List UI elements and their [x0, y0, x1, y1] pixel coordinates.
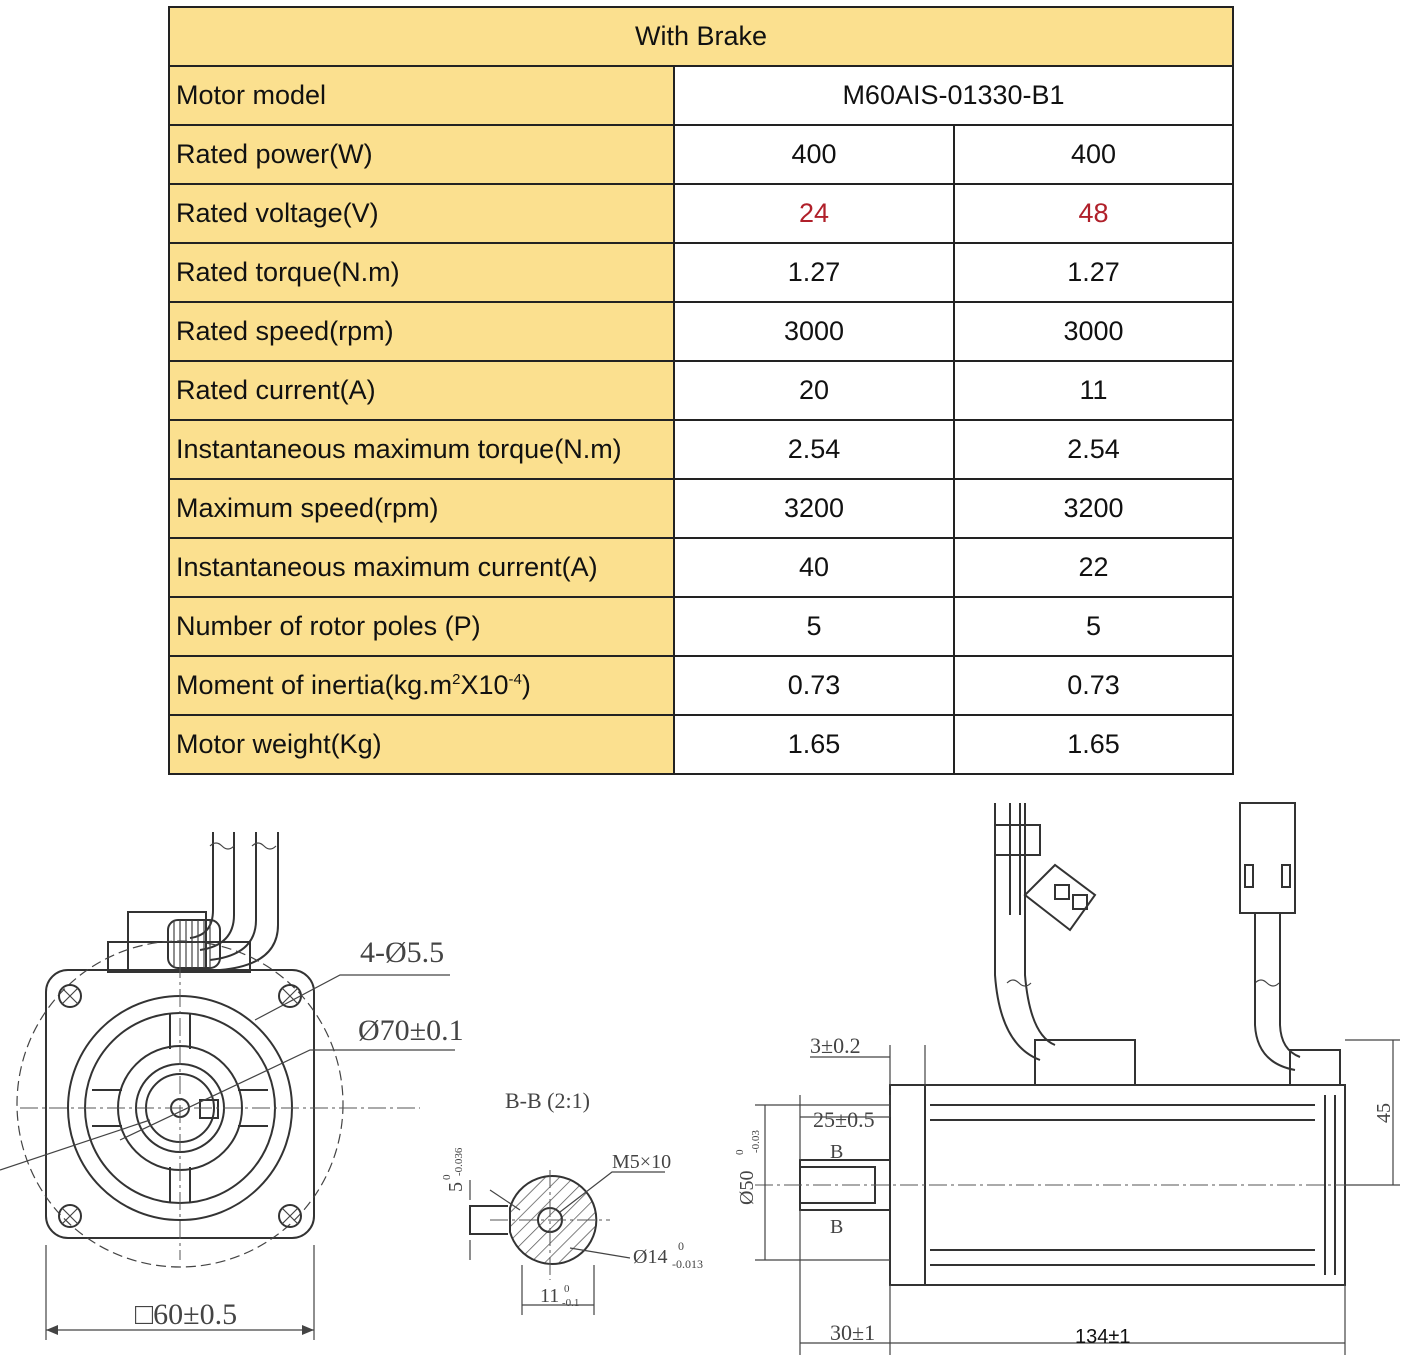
value-24v: 5: [674, 597, 954, 656]
row-label: Rated power(W): [169, 125, 674, 184]
value-24v: 20: [674, 361, 954, 420]
row-label: Number of rotor poles (P): [169, 597, 674, 656]
value-48v: 0.73: [954, 656, 1233, 715]
section-mark-top: B: [830, 1141, 844, 1163]
value-48v: 3000: [954, 302, 1233, 361]
row-label: Instantaneous maximum torque(N.m): [169, 420, 674, 479]
table-row: [169, 243, 1233, 302]
pilot-tol-lower: -0.03: [750, 1130, 762, 1153]
pin: [1073, 895, 1087, 909]
cable-line: [995, 803, 1040, 1060]
table-row: [169, 66, 1233, 125]
key-tol-lower: -0.036: [453, 1147, 465, 1176]
front-view-drawing: [0, 820, 470, 1358]
break-mark: [1007, 980, 1279, 986]
value-48v: 11: [954, 361, 1233, 420]
table-row: [169, 656, 1233, 715]
row-label: [169, 656, 674, 715]
section-view-drawing: [430, 1080, 730, 1320]
inertia-label-sup2: -4: [508, 671, 522, 688]
table-row: [169, 597, 1233, 656]
pcd-leader: [120, 1050, 455, 1140]
value-48v: 2.54: [954, 420, 1233, 479]
row-label: Rated voltage(V): [169, 184, 674, 243]
flat-tol-upper: 0: [564, 1283, 570, 1295]
pin: [1055, 885, 1069, 899]
row-label: Motor model: [169, 66, 674, 125]
front-length-text: 30±1: [830, 1320, 876, 1345]
value-48v: 1.65: [954, 715, 1233, 774]
key-tol-upper: 0: [441, 1174, 453, 1180]
value-24v: 400: [674, 125, 954, 184]
power-connector: [1035, 1040, 1135, 1085]
pilot-tol-upper: 0: [734, 1149, 746, 1155]
row-label: Rated torque(N.m): [169, 243, 674, 302]
table-row: [169, 479, 1233, 538]
table-row: [169, 184, 1233, 243]
flat-tol-lower: -0.1: [562, 1297, 580, 1309]
table-title-row: [169, 7, 1233, 66]
height-dim-text: 45: [1373, 1103, 1395, 1123]
section-title: B-B (2:1): [505, 1088, 590, 1113]
value-24v: 1.65: [674, 715, 954, 774]
shaft-tol-upper: 0: [678, 1239, 684, 1253]
row-label: Maximum speed(rpm): [169, 479, 674, 538]
width-dim-text: □60±0.5: [135, 1298, 238, 1331]
model-value: M60AIS-01330-B1: [674, 66, 1233, 125]
brake-connector: [1025, 865, 1095, 930]
flat-dim-text: 11: [540, 1285, 560, 1307]
key-dim-text: 5: [445, 1182, 467, 1192]
table-title: With Brake: [169, 7, 1233, 66]
break-mark: [210, 843, 276, 849]
table-row: [169, 361, 1233, 420]
cable-wires: [1010, 803, 1020, 915]
inertia-label-end: ): [521, 670, 531, 700]
row-label: Rated speed(rpm): [169, 302, 674, 361]
value-24v: 40: [674, 538, 954, 597]
side-view-drawing: [725, 795, 1402, 1358]
table-row: [169, 302, 1233, 361]
table-row: [169, 715, 1233, 774]
table-row: [169, 420, 1233, 479]
inertia-label-sup1: 2: [452, 671, 461, 688]
connector-knurl: [174, 920, 210, 968]
pilot-dim-text: Ø50: [736, 1170, 758, 1205]
flange-thickness-text: 3±0.2: [810, 1033, 861, 1058]
value-24v: 0.73: [674, 656, 954, 715]
value-48v: 22: [954, 538, 1233, 597]
encoder-connector: [1240, 803, 1295, 913]
cable-line: [1255, 913, 1300, 1070]
inertia-label-main: Moment of inertia(kg.m: [176, 670, 453, 700]
value-24v: 2.54: [674, 420, 954, 479]
shaft-key: [200, 1100, 218, 1118]
body-length-text: 134±1: [1075, 1326, 1131, 1348]
row-label: Motor weight(Kg): [169, 715, 674, 774]
table-row: [169, 538, 1233, 597]
shaft-tol-lower: -0.013: [672, 1257, 703, 1271]
value-48v: 5: [954, 597, 1233, 656]
shaft-dim-text: Ø14: [633, 1246, 668, 1268]
value-24v: 3000: [674, 302, 954, 361]
row-label: Rated current(A): [169, 361, 674, 420]
shaft-length-text: 25±0.5: [813, 1107, 875, 1132]
value-48v: 3200: [954, 479, 1233, 538]
thread-dim-text: M5×10: [612, 1151, 672, 1173]
value-24v: 3200: [674, 479, 954, 538]
hole-dim-text: 4-Ø5.5: [360, 936, 445, 969]
section-mark-bottom: B: [830, 1216, 844, 1238]
value-24v: 1.27: [674, 243, 954, 302]
value-48v: 1.27: [954, 243, 1233, 302]
value-24v: 24: [674, 184, 954, 243]
latch: [1245, 865, 1253, 887]
pcd-dim-text: Ø70±0.1: [358, 1014, 464, 1047]
value-48v: 400: [954, 125, 1233, 184]
cable-clamp: [995, 825, 1040, 855]
inertia-label-mid: X10: [460, 670, 509, 700]
table-row: [169, 125, 1233, 184]
row-label: Instantaneous maximum current(A): [169, 538, 674, 597]
length-dim-lines: [800, 1210, 1345, 1355]
spec-table: [168, 6, 1234, 775]
value-48v: 48: [954, 184, 1233, 243]
latch: [1282, 865, 1290, 887]
